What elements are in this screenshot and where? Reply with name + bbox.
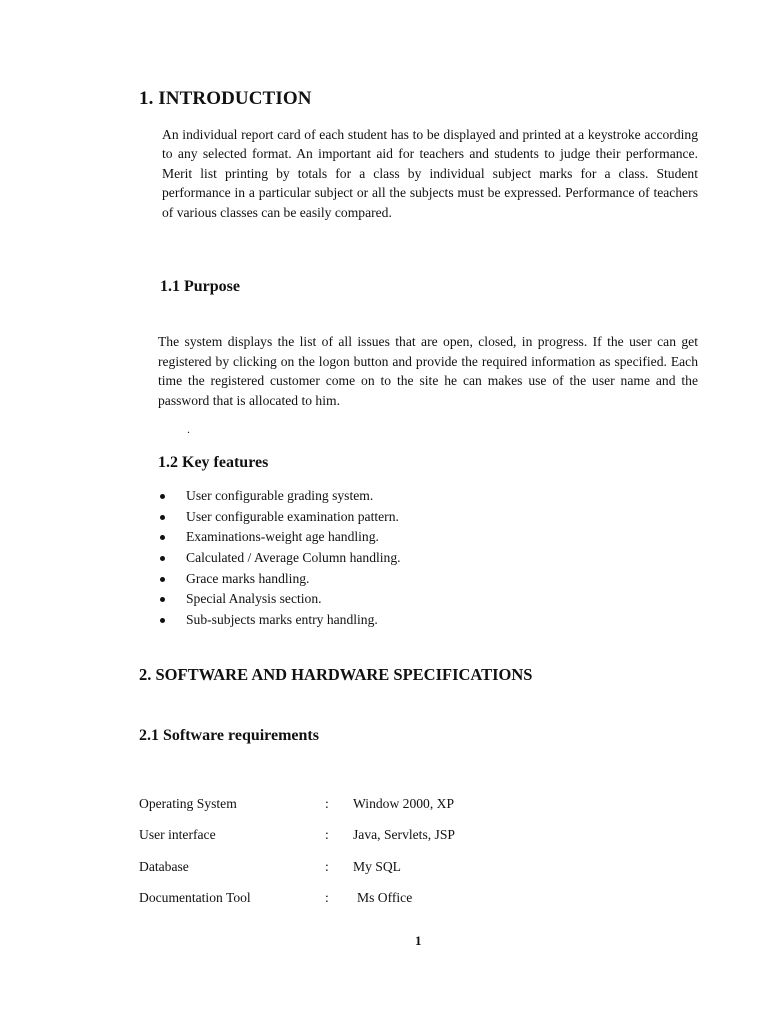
list-item: Sub-subjects marks entry handling. <box>160 610 660 631</box>
key-features-list <box>160 486 660 631</box>
bullet-icon <box>160 535 165 540</box>
list-item: Examinations-weight age handling. <box>160 527 660 548</box>
list-item: User configurable examination pattern. <box>160 507 660 528</box>
list-item: Calculated / Average Column handling. <box>160 548 660 569</box>
page-number: 1 <box>415 933 422 948</box>
list-item: Special Analysis section. <box>160 589 660 610</box>
spec-separator: : <box>325 890 329 905</box>
stray-period-mark: . <box>187 422 190 436</box>
list-item: Grace marks handling. <box>160 569 660 590</box>
section-heading-introduction: 1. INTRODUCTION <box>139 88 312 109</box>
list-item: User configurable grading system. <box>160 486 660 507</box>
spec-row-operating-system <box>139 794 559 814</box>
bullet-icon <box>160 494 165 499</box>
spec-label: Documentation Tool <box>139 890 251 905</box>
bullet-icon <box>160 515 165 520</box>
subsection-heading-key-features: 1.2 Key features <box>158 454 269 471</box>
purpose-paragraph: The system displays the list of all issues that are open, closed, in progress. If the user can get registered by clicking on the logon button and provide the required information as specified. Each time the registered customer come on to the site he can makes use of the user name and the password that is allocated to him. <box>158 334 698 408</box>
spec-value: My SQL <box>353 859 401 874</box>
bullet-icon <box>160 618 165 623</box>
bullet-icon <box>160 577 165 582</box>
spec-label: User interface <box>139 827 216 842</box>
spec-value: Java, Servlets, JSP <box>353 827 455 842</box>
subsection-heading-purpose: 1.1 Purpose <box>160 278 240 295</box>
bullet-icon <box>160 597 165 602</box>
bullet-icon <box>160 556 165 561</box>
spec-row-database <box>139 857 559 877</box>
spec-label: Database <box>139 859 189 874</box>
section-heading-specifications: 2. SOFTWARE AND HARDWARE SPECIFICATIONS <box>139 665 533 684</box>
spec-value: Ms Office <box>357 890 413 905</box>
spec-value: Window 2000, XP <box>353 796 455 811</box>
spec-row-user-interface <box>139 825 559 845</box>
introduction-paragraph: An individual report card of each student has to be displayed and printed at a keystroke according to any selected format. An important aid for teachers and students to judge their performance. Merit list printing by totals for a class by individual subject marks for a class. Student performance in a particular subject or all the subjects must be expressed. Performance of teachers of various classes can be easily compared. <box>162 127 698 220</box>
spec-label: Operating System <box>139 796 237 811</box>
spec-separator: : <box>325 796 329 811</box>
spec-row-documentation-tool <box>139 888 559 908</box>
spec-separator: : <box>325 827 329 842</box>
subsection-heading-software-requirements: 2.1 Software requirements <box>139 727 319 744</box>
spec-separator: : <box>325 859 329 874</box>
